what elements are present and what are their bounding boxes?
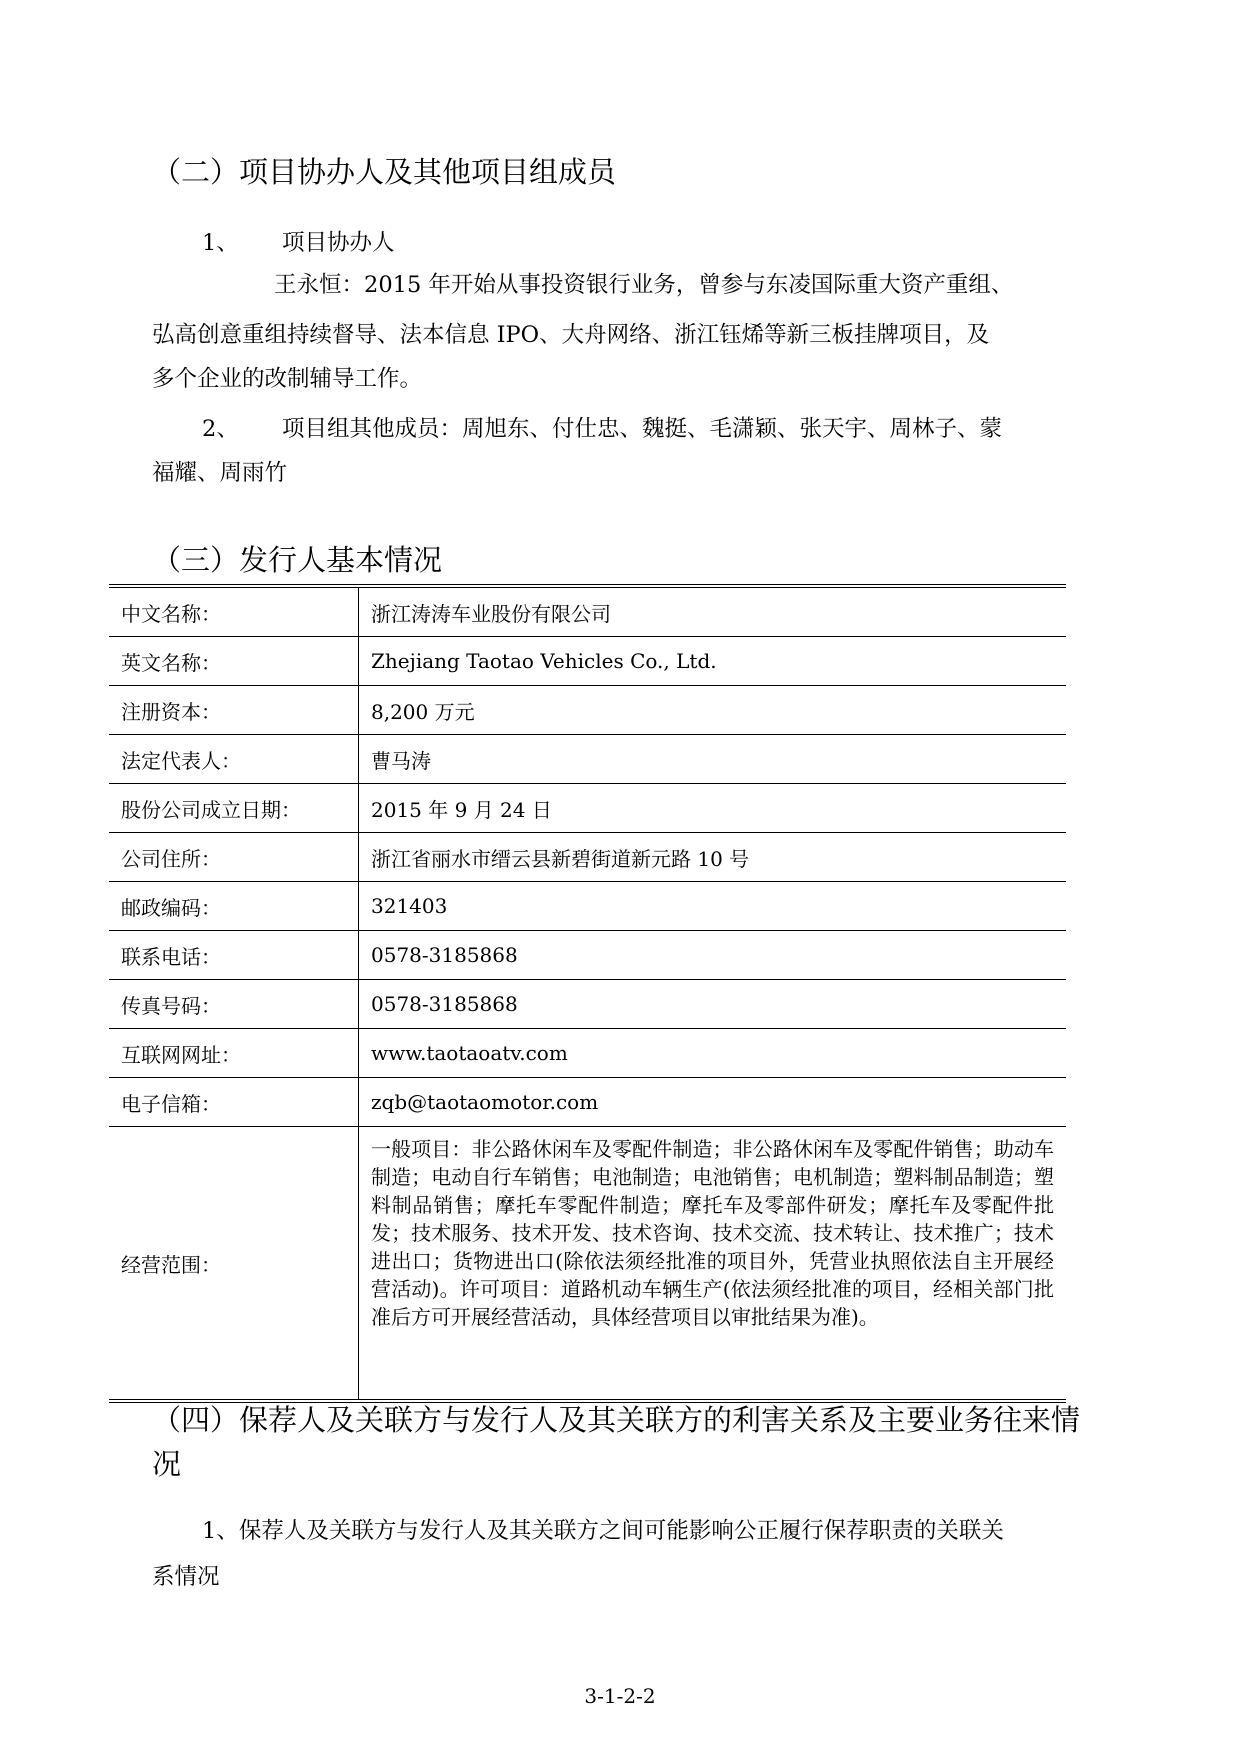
row-value: 曹马涛 xyxy=(359,735,1067,784)
row-value: zqb@taotaomotor.com xyxy=(359,1078,1067,1127)
row-label: 互联网网址： xyxy=(109,1029,359,1078)
row-label: 邮政编码： xyxy=(109,882,359,931)
section-4-heading: （四）保荐人及关联方与发行人及其关联方的利害关系及主要业务往来情况 xyxy=(152,1403,1081,1481)
item-1-title: 项目协办人 xyxy=(282,230,395,256)
row-label: 联系电话： xyxy=(109,931,359,980)
table-row xyxy=(109,686,1066,735)
row-value: 0578-3185868 xyxy=(359,931,1067,980)
row-label: 英文名称： xyxy=(109,637,359,686)
issuer-info-table xyxy=(109,584,1066,1403)
row-value: 0578-3185868 xyxy=(359,980,1067,1029)
item-1-text-line-3: 多个企业的改制辅导工作。 xyxy=(152,366,423,392)
table-row xyxy=(109,637,1066,686)
row-value: 浙江涛涛车业股份有限公司 xyxy=(371,601,611,626)
row-value: 321403 xyxy=(359,882,1067,931)
row-value: 2015 年 9 月 24 日 xyxy=(359,784,1067,833)
item-1-title-line xyxy=(202,220,395,266)
section-4-item-1-line-1: 1、保荐人及关联方与发行人及其关联方之间可能影响公正履行保荐职责的关联关 xyxy=(202,1518,1004,1544)
row-label: 股份公司成立日期： xyxy=(109,784,359,833)
row-value: 8,200 万元 xyxy=(359,686,1067,735)
section-4-item-1-line-2: 系情况 xyxy=(152,1564,220,1590)
row-label: 法定代表人： xyxy=(109,735,359,784)
table-row-business-scope xyxy=(109,1127,1066,1402)
table-row xyxy=(109,1029,1066,1078)
row-label: 公司住所： xyxy=(109,833,359,882)
row-value: Zhejiang Taotao Vehicles Co., Ltd. xyxy=(359,637,1067,686)
table-row xyxy=(109,980,1066,1029)
table-row xyxy=(109,1078,1066,1127)
item-1-number: 1、 xyxy=(202,230,239,256)
item-2-number: 2、 xyxy=(202,416,239,442)
row-label: 电子信箱： xyxy=(109,1078,359,1127)
item-1-text-line-2: 弘高创意重组持续督导、法本信息 IPO、大舟网络、浙江钰烯等新三板挂牌项目，及 xyxy=(152,322,990,348)
table-row xyxy=(109,735,1066,784)
item-1-text-line-1: 王永恒：2015 年开始从事投资银行业务，曾参与东凌国际重大资产重组、 xyxy=(274,272,1014,298)
table-row xyxy=(109,882,1066,931)
table-row xyxy=(109,586,1066,637)
section-3-heading: （三）发行人基本情况 xyxy=(152,543,443,577)
row-value: 浙江省丽水市缙云县新碧街道新元路 10 号 xyxy=(359,833,1067,882)
table-row xyxy=(109,931,1066,980)
section-2-heading: （二）项目协办人及其他项目组成员 xyxy=(152,155,617,189)
row-value: www.taotaoatv.com xyxy=(359,1029,1067,1078)
item-2-line-1 xyxy=(202,406,1002,452)
table-row xyxy=(109,784,1066,833)
row-label: 注册资本： xyxy=(109,686,359,735)
scope-value: 一般项目：非公路休闲车及零配件制造；非公路休闲车及零配件销售；助动车制造；电动自行车销售；电池制造；电池销售；电机制造；塑料制品制造；塑料制品销售；摩托车零配件制造；摩托车及零部件研发；摩托车及零配件批发；技术服务、技术开发、技术咨询、技术交流、技术转让、技术推广；技术进出口；货物进出口(除依法须经批准的项目外，凭营业执照依法自主开展经营活动)。许可项目：道路机动车辆生产(依法须经批准的项目，经相关部门批准后方可开展经营活动，具体经营项目以审批结果为准)。 xyxy=(359,1127,1067,1402)
table-row xyxy=(109,833,1066,882)
row-label: 中文名称： xyxy=(109,586,359,637)
item-2-text: 项目组其他成员：周旭东、付仕忠、魏挺、毛潇颖、张天宇、周林子、蒙 xyxy=(282,416,1003,442)
scope-label: 经营范围： xyxy=(109,1127,359,1402)
row-label: 传真号码： xyxy=(109,980,359,1029)
item-2-line-2: 福耀、周雨竹 xyxy=(152,460,288,486)
page-number: 3-1-2-2 xyxy=(584,1684,656,1708)
